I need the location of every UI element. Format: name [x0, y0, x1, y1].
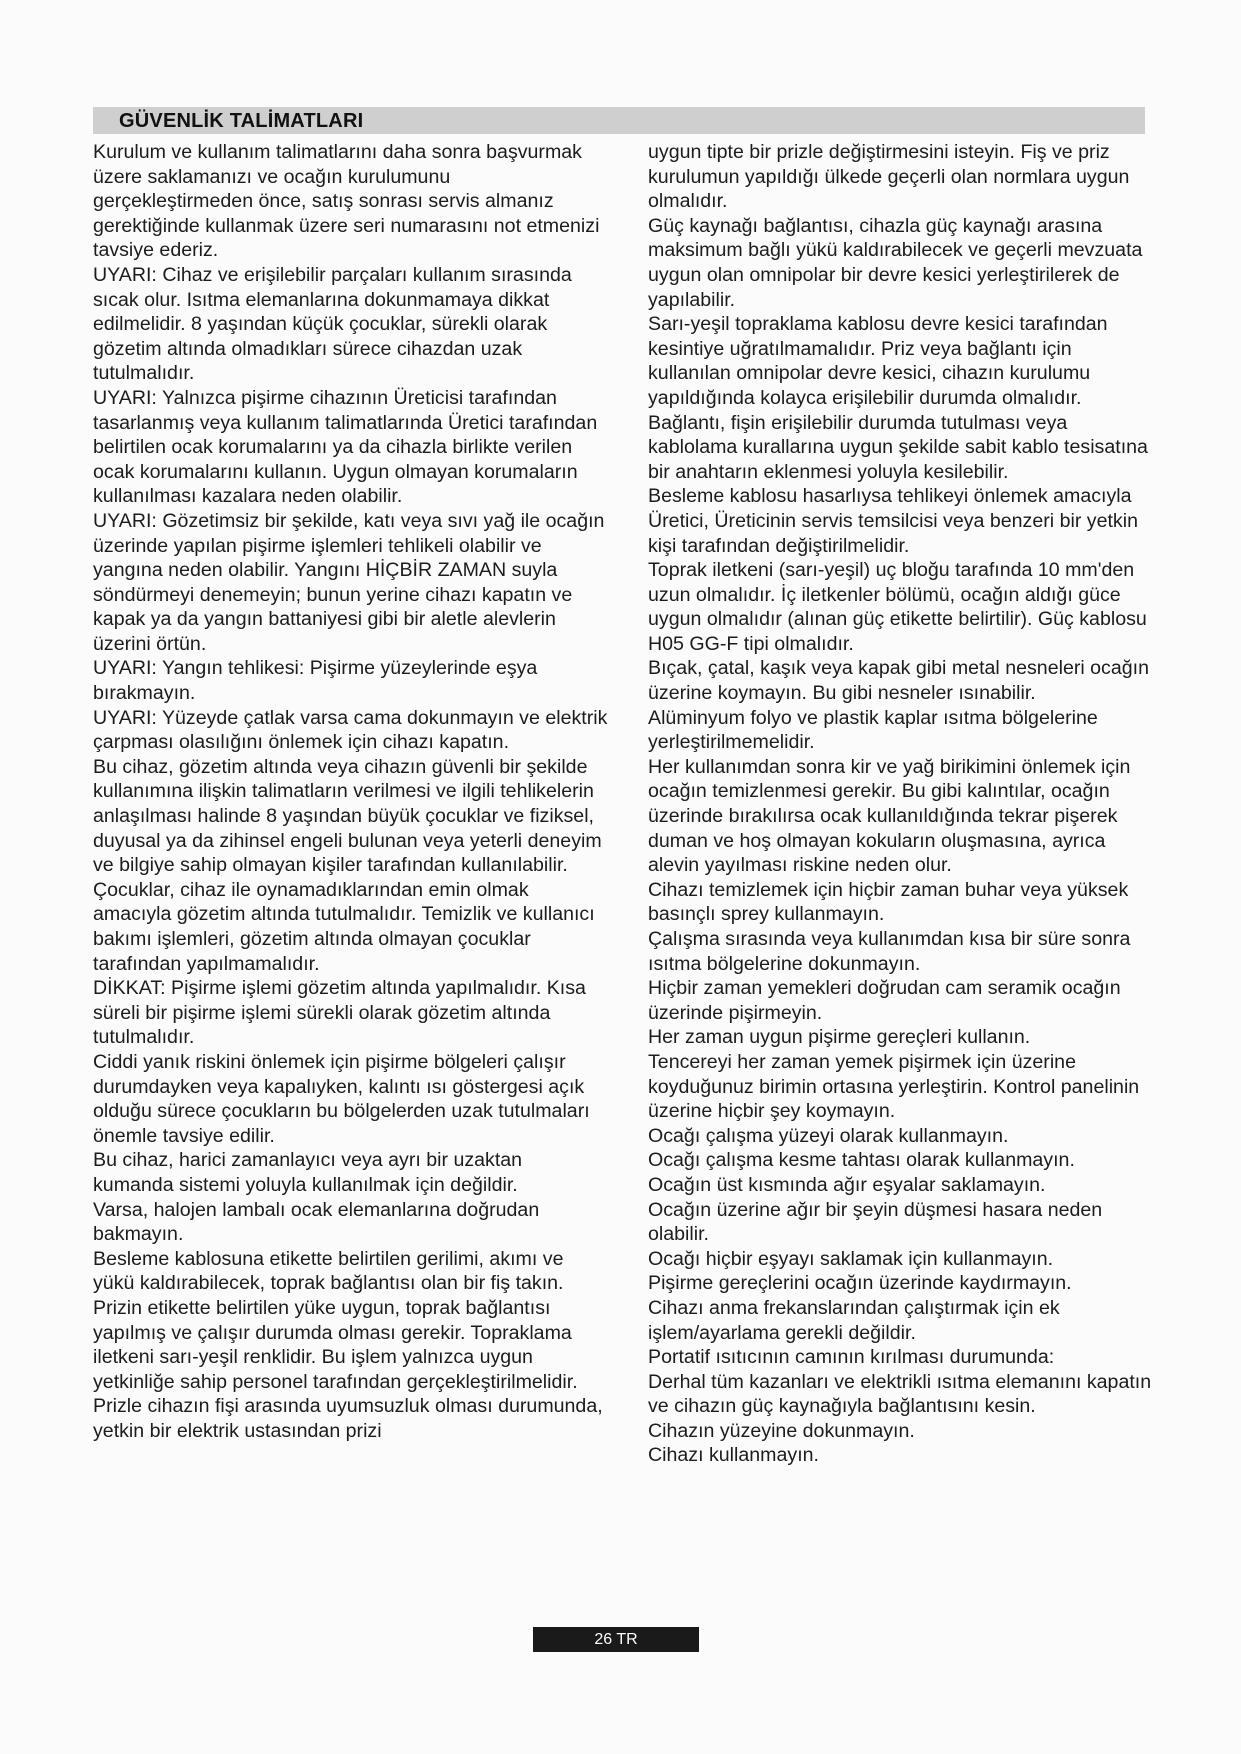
paragraph: DİKKAT: Pişirme işlemi gözetim altında yapılmalıdır. Kısa süreli bir pişirme işlemi sürekli olarak gözetim altında tutulmalıdır.	[93, 977, 586, 1049]
paragraph: Bu cihaz, gözetim altında veya cihazın güvenli bir şekilde kullanımına ilişkin talimatların verilmesi ve ilgili tehlikelerin anlaşılması halinde 8 yaşından büyük çocuklar ve fiziksel, duyusal ya da zihinsel engeli bulunan veya yeterli deneyim ve bilgiye sahip olmayan kişiler tarafından kullanılabilir.	[93, 755, 602, 877]
paragraph: Bu cihaz, harici zamanlayıcı veya ayrı bir uzaktan kumanda sistemi yoluyla kullanılmak için değildir.	[93, 1149, 523, 1196]
paragraph: Cihazı kullanmayın.	[648, 1444, 819, 1467]
paragraph: Her kullanımdan sonra kir ve yağ birikimini önlemek için ocağın temizlenmesi gerekir. Bu gibi kalıntılar, ocağın üzerinde bırakılırsa ocak kullanıldığında tekrar pişerek duman ve hoş olmayan kokuların oluşmasına, ayrıca alevin yayılması riskine neden olur.	[648, 755, 1131, 877]
paragraph: Ciddi yanık riskini önlemek için pişirme bölgeleri çalışır durumdayken veya kapalıyken, kalıntı ısı göstergesi açık olduğu sürece çocukların bu bölgelerden uzak tutulmaları önemle tavsiye edilir.	[93, 1050, 590, 1147]
paragraph: Ocağı çalışma yüzeyi olarak kullanmayın.	[648, 1124, 1009, 1147]
page-number: 26 TR	[594, 1631, 638, 1648]
paragraph: UYARI: Yüzeyde çatlak varsa cama dokunmayın ve elektrik çarpması olasılığını önlemek için cihazı kapatın.	[93, 706, 608, 754]
paragraph: Toprak iletkeni (sarı-yeşil) uç bloğu tarafında 10 mm'den uzun olmalıdır. İç iletkenler bölümü, ocağın aldığı güce uygun olmalıdır (alınan güç etikette belirtilir). Güç kablosu H05 GG-F tipi olmalıdır.	[648, 559, 1147, 655]
paragraph: Besleme kablosuna etikette belirtilen gerilimi, akımı ve yükü kaldırabilecek, toprak bağlantısı olan bir fiş takın. Prizin etikette belirtilen yüke uygun, toprak bağlantısı yapılmış ve çalışır durumda olması gerekir. Topraklama iletkeni sarı-yeşil renklidir. Bu işlem yalnızca uygun yetkinliğe sahip personel tarafından gerçekleştirilmelidir. Prizle cihazın fişi arasında uyumsuzluk olması durumunda, yetkin bir elektrik ustasından prizi	[93, 1247, 603, 1442]
paragraph: UYARI: Gözetimsiz bir şekilde, katı veya sıvı yağ ile ocağın üzerinde yapılan pişirme işlemleri tehlikeli olabilir ve yangına neden olabilir. Yangını HİÇBİR ZAMAN suyla söndürmeyi denemeyin; bunun yerine cihazı kapatın ve kapak ya da yangın battaniyesi gibi bir aletle alevlerin üzerini örtün.	[93, 509, 605, 655]
paragraph: Pişirme gereçlerini ocağın üzerinde kaydırmayın.	[648, 1272, 1072, 1295]
paragraph: Besleme kablosu hasarlıysa tehlikeyi önlemek amacıyla Üretici, Üreticinin servis temsilcisi veya benzeri bir yetkin kişi tarafından değiştirilmelidir.	[648, 485, 1138, 557]
paragraph: Portatif ısıtıcının camının kırılması durumunda:	[648, 1346, 1055, 1369]
paragraph: UYARI: Cihaz ve erişilebilir parçaları kullanım sırasında sıcak olur. Isıtma elemanlarına dokunmamaya dikkat edilmelidir. 8 yaşından küçük çocuklar, sürekli olarak gözetim altında olmadıkları sürece cihazdan uzak tutulmalıdır.	[93, 263, 572, 385]
paragraph: Bağlantı, fişin erişilebilir durumda tutulması veya kablolama kurallarına uygun şekilde sabit kablo tesisatına bir anahtarın eklenmesi yoluyla kesilebilir.	[648, 411, 1148, 483]
paragraph: Sarı-yeşil topraklama kablosu devre kesici tarafından kesintiye uğratılmamalıdır. Priz veya bağlantı için kullanılan omnipolar devre kesici, cihazın kurulumu yapıldığında kolayca erişilebilir durumda olmalıdır.	[648, 313, 1108, 409]
paragraph: Ocağın üst kısmında ağır eşyalar saklamayın.	[648, 1173, 1046, 1196]
paragraph: Cihazı temizlemek için hiçbir zaman buhar veya yüksek basınçlı sprey kullanmayın.	[648, 878, 1129, 926]
paragraph: uygun tipte bir prizle değiştirmesini isteyin. Fiş ve priz kurulumun yapıldığı ülkede geçerli olan normlara uygun olmalıdır.	[648, 141, 1130, 213]
paragraph: Ocağın üzerine ağır bir şeyin düşmesi hasara neden olabilir.	[648, 1198, 1103, 1246]
left-column	[93, 140, 608, 1443]
section-header-bar	[93, 107, 1145, 134]
paragraph: Güç kaynağı bağlantısı, cihazla güç kaynağı arasına maksimum bağlı yükü kaldırabilecek ve geçerli mevzuata uygun olan omnipolar bir devre kesici yerleştirilerek de yapılabilir.	[648, 214, 1143, 311]
paragraph: Ocağı çalışma kesme tahtası olarak kullanmayın.	[648, 1149, 1075, 1172]
paragraph: Hiçbir zaman yemekleri doğrudan cam seramik ocağın üzerinde pişirmeyin.	[648, 977, 1121, 1024]
paragraph: Çocuklar, cihaz ile oynamadıklarından emin olmak amacıyla gözetim altında tutulmalıdır. Temizlik ve kullanıcı bakımı işlemleri, gözetim altında olmayan çocuklar tarafından yapılmamalıdır.	[93, 878, 595, 975]
paragraph: Kurulum ve kullanım talimatlarını daha sonra başvurmak üzere saklamanızı ve ocağın kurulumunu gerçekleştirmeden önce, satış sonrası servis almanız gerektiğinde kullanmak üzere seri numarasını not etmenizi tavsiye ederiz.	[93, 141, 600, 262]
paragraph: Derhal tüm kazanları ve elektrikli ısıtma elemanını kapatın ve cihazın güç kaynağıyla bağlantısını kesin.	[648, 1370, 1152, 1418]
section-title: GÜVENLİK TALİMATLARI	[119, 110, 364, 132]
paragraph: UYARI: Yalnızca pişirme cihazının Üreticisi tarafından tasarlanmış veya kullanım talimatlarında Üretici tarafından belirtilen ocak korumalarını ya da cihazla birlikte verilen ocak korumalarını kullanın. Uygun olmayan korumaların kullanılması kazalara neden olabilir.	[93, 386, 598, 508]
paragraph: Her zaman uygun pişirme gereçleri kullanın.	[648, 1026, 1031, 1049]
paragraph: UYARI: Yangın tehlikesi: Pişirme yüzeylerinde eşya bırakmayın.	[93, 657, 538, 705]
right-column	[648, 140, 1158, 1468]
paragraph: Çalışma sırasında veya kullanımdan kısa bir süre sonra ısıtma bölgelerine dokunmayın.	[648, 928, 1131, 975]
paragraph: Alüminyum folyo ve plastik kaplar ısıtma bölgelerine yerleştirilmemelidir.	[648, 706, 1098, 754]
paragraph: Cihazı anma frekanslarından çalıştırmak için ek işlem/ayarlama gerekli değildir.	[648, 1296, 1060, 1344]
paragraph: Varsa, halojen lambalı ocak elemanlarına doğrudan bakmayın.	[93, 1198, 540, 1246]
paragraph: Tencereyi her zaman yemek pişirmek için üzerine koyduğunuz birimin ortasına yerleştirin. Kontrol panelinin üzerine hiçbir şey koymayın.	[648, 1050, 1140, 1123]
paragraph: Ocağı hiçbir eşyayı saklamak için kullanmayın.	[648, 1247, 1054, 1270]
paragraph: Cihazın yüzeyine dokunmayın.	[648, 1419, 915, 1442]
page-number-bar	[533, 1627, 699, 1652]
paragraph: Bıçak, çatal, kaşık veya kapak gibi metal nesneleri ocağın üzerine koymayın. Bu gibi nesneler ısınabilir.	[648, 657, 1149, 705]
